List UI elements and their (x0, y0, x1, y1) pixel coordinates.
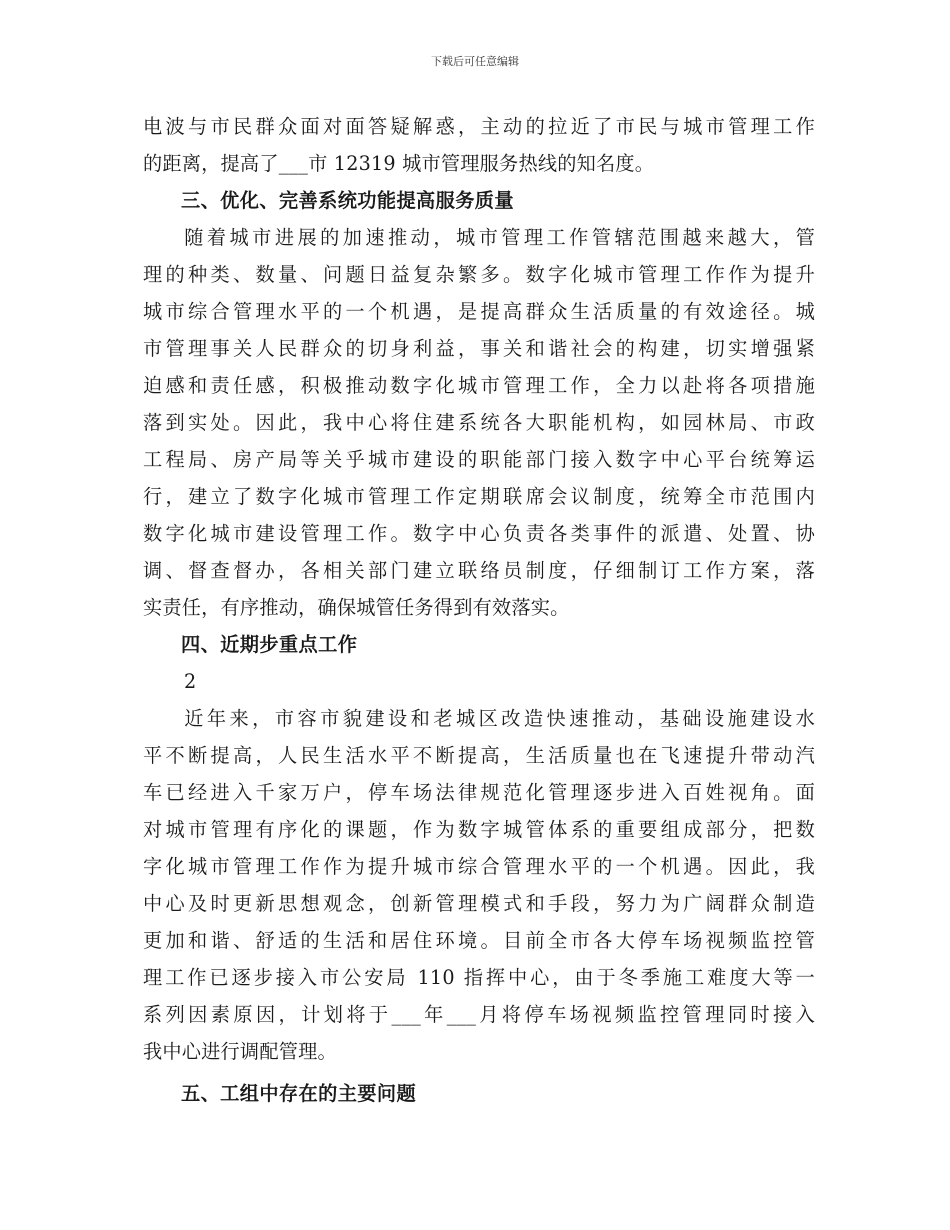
section-heading-4: 四、近期步重点工作 (181, 633, 358, 656)
paragraph-line: 平不断提高，人民生活水平不断提高，生活质量也在飞速提升带动汽 (143, 744, 815, 767)
paragraph-line: 实责任，有序推动，确保城管任务得到有效落实。 (143, 596, 570, 619)
paragraph-line: 数字化城市建设管理工作。数字中心负责各类事件的派遣、处置、协 (143, 522, 815, 545)
paragraph-line: 字化城市管理工作作为提升城市综合管理水平的一个机遇。因此，我 (143, 855, 815, 878)
paragraph-line: 中心及时更新思想观念，创新管理模式和手段，努力为广阔群众制造 (143, 892, 815, 915)
section-heading-3: 三、优化、完善系统功能提高服务质量 (181, 189, 514, 212)
paragraph-line: 的距离，提高了___市 12319 城市管理服务热线的知名度。 (143, 152, 655, 175)
paragraph-line: 落到实处。因此，我中心将住建系统各大职能机构，如园林局、市政 (143, 411, 815, 434)
paragraph-line: 车已经进入千家万户，停车场法律规范化管理逐步进入百姓视角。面 (143, 781, 815, 804)
paragraph-line: 市管理事关人民群众的切身利益，事关和谐社会的构建，切实增强紧 (143, 337, 815, 360)
paragraph-line: 电波与市民群众面对面答疑解惑，主动的拉近了市民与城市管理工作 (143, 115, 815, 138)
paragraph-line: 工程局、房产局等关乎城市建设的职能部门接入数字中心平台统筹运 (143, 448, 815, 471)
paragraph-line: 理的种类、数量、问题日益复杂繁多。数字化城市管理工作作为提升 (143, 263, 815, 286)
paragraph-line: 对城市管理有序化的课题，作为数字城管体系的重要组成部分，把数 (143, 818, 815, 841)
paragraph-line: 近年来，市容市貌建设和老城区改造快速推动，基础设施建设水 (181, 707, 815, 730)
header-note: 下载后可任意编辑 (431, 55, 519, 68)
paragraph-line: 我中心进行调配管理。 (143, 1040, 337, 1063)
paragraph-line: 随着城市进展的加速推动，城市管理工作管辖范围越来越大，管 (181, 226, 815, 249)
paragraph-line: 城市综合管理水平的一个机遇，是提高群众生活质量的有效途径。城 (143, 300, 815, 323)
section-number: 2 (184, 670, 197, 693)
paragraph-line: 理工作已逐步接入市公安局 110 指挥中心，由于冬季施工难度大等一 (143, 966, 815, 989)
paragraph-line: 更加和谐、舒适的生活和居住环境。目前全市各大停车场视频监控管 (143, 929, 815, 952)
paragraph-line: 调、督查督办，各相关部门建立联络员制度，仔细制订工作方案，落 (143, 559, 815, 582)
section-heading-5: 五、工组中存在的主要问题 (181, 1082, 417, 1105)
document-body (143, 108, 815, 1112)
paragraph-line: 行，建立了数字化城市管理工作定期联席会议制度，统筹全市范围内 (143, 485, 815, 508)
paragraph-line: 系列因素原因，计划将于___年___月将停车场视频监控管理同时接入 (143, 1003, 815, 1026)
paragraph-line: 迫感和责任感，积极推动数字化城市管理工作，全力以赴将各项措施 (143, 374, 815, 397)
